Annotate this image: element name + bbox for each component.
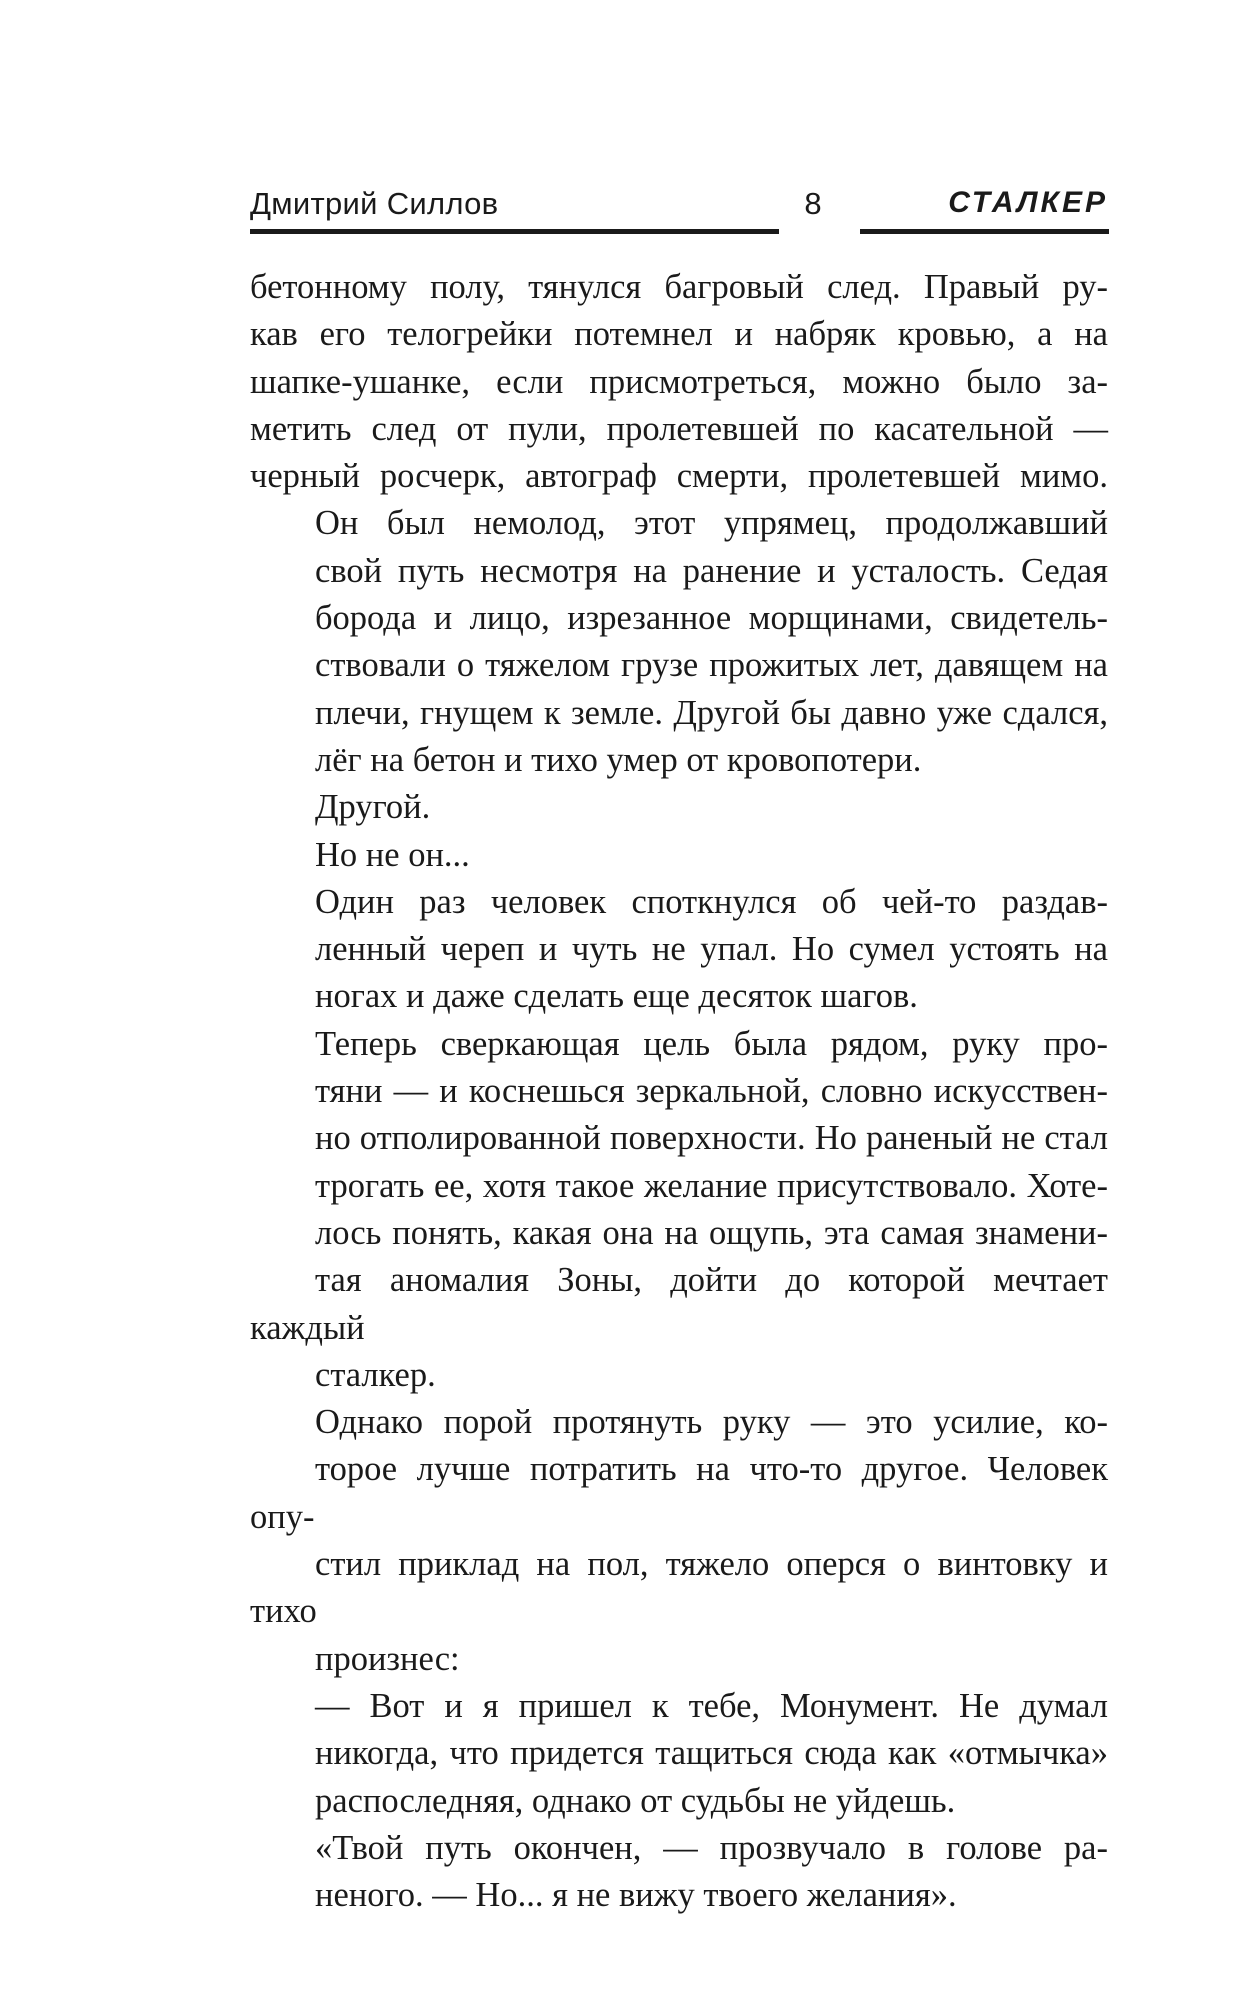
text-line: тяни — и коснешься зеркальной, словно искусствен- — [315, 1072, 1108, 1111]
text-line: «Твой путь окончен, — прозвучало в голове ра- — [315, 1828, 1108, 1867]
text-line: Теперь сверкающая цель была рядом, руку про- — [315, 1024, 1108, 1063]
text-line: черный росчерк, автограф смерти, пролетевшей мимо. — [250, 457, 1108, 496]
text-line: никогда, что придется тащиться сюда как «отмычка» — [315, 1734, 1108, 1773]
text-line: бетонному полу, тянулся багровый след. Правый ру- — [250, 268, 1108, 306]
text-line: ногах и даже сделать еще десяток шагов. — [315, 977, 918, 1016]
text-line: свой путь несмотря на ранение и усталость. Седая — [315, 551, 1108, 590]
text-line: стил приклад на пол, тяжело оперся о винтовку и тихо — [250, 1545, 1108, 1631]
text-line: кав его телогрейки потемнел и набряк кровью, а на — [250, 315, 1108, 354]
text-line: неного. — Но... я не вижу твоего желания». — [315, 1876, 957, 1915]
body-text — [250, 264, 1108, 1919]
paragraph — [250, 1683, 1108, 1825]
text-line: метить след от пули, пролетевшей по касательной — — [250, 409, 1108, 448]
text-line: Но не он... — [315, 835, 470, 874]
text-line: ленный череп и чуть не упал. Но сумел устоять на — [315, 930, 1108, 969]
author-name: Дмитрий Силлов — [250, 186, 499, 221]
paragraph — [250, 500, 1108, 784]
text-line: лёг на бетон и тихо умер от кровопотери. — [315, 740, 922, 779]
paragraph — [250, 879, 1108, 1021]
text-line: Один раз человек споткнулся об чей-то раздав- — [315, 882, 1108, 921]
text-line: тая аномалия Зоны, дойти до которой мечтает каждый — [250, 1261, 1108, 1347]
paragraph — [250, 264, 1108, 500]
text-line: распоследняя, однако от судьбы не уйдешь. — [315, 1781, 956, 1820]
text-line: ствовали о тяжелом грузе прожитых лет, давящем на — [315, 646, 1108, 685]
paragraph — [250, 1825, 1108, 1920]
paragraph — [250, 784, 1108, 831]
series-title: СТАЛКЕР — [948, 186, 1108, 219]
text-line: торое лучше потратить на что-то другое. Человек опу- — [250, 1450, 1108, 1536]
header-rule-left — [250, 229, 779, 234]
text-line: лось понять, какая она на ощупь, эта самая знамени- — [315, 1213, 1108, 1252]
text-line: плечи, гнущем к земле. Другой бы давно уже сдался, — [315, 693, 1108, 732]
paragraph — [250, 832, 1108, 879]
paragraph — [250, 1399, 1108, 1683]
text-line: Другой. — [315, 788, 431, 827]
text-line: трогать ее, хотя такое желание присутствовало. Хоте- — [315, 1166, 1108, 1205]
text-line: но отполированной поверхности. Но раненый не стал — [315, 1119, 1108, 1158]
text-line: сталкер. — [315, 1355, 436, 1394]
text-line: Однако порой протянуть руку — это усилие, ко- — [315, 1403, 1108, 1442]
text-line: произнес: — [315, 1639, 460, 1678]
running-head — [0, 0, 1243, 240]
page-number: 8 — [804, 186, 822, 221]
text-line: Он был немолод, этот упрямец, продолжавший — [315, 504, 1108, 543]
paragraph — [250, 1021, 1108, 1399]
text-line: — Вот и я пришел к тебе, Монумент. Не думал — [315, 1686, 1108, 1725]
header-rule-right — [860, 229, 1109, 234]
text-line: борода и лицо, изрезанное морщинами, свидетель- — [315, 599, 1108, 638]
text-line: шапке-ушанке, если присмотреться, можно было за- — [250, 362, 1108, 401]
